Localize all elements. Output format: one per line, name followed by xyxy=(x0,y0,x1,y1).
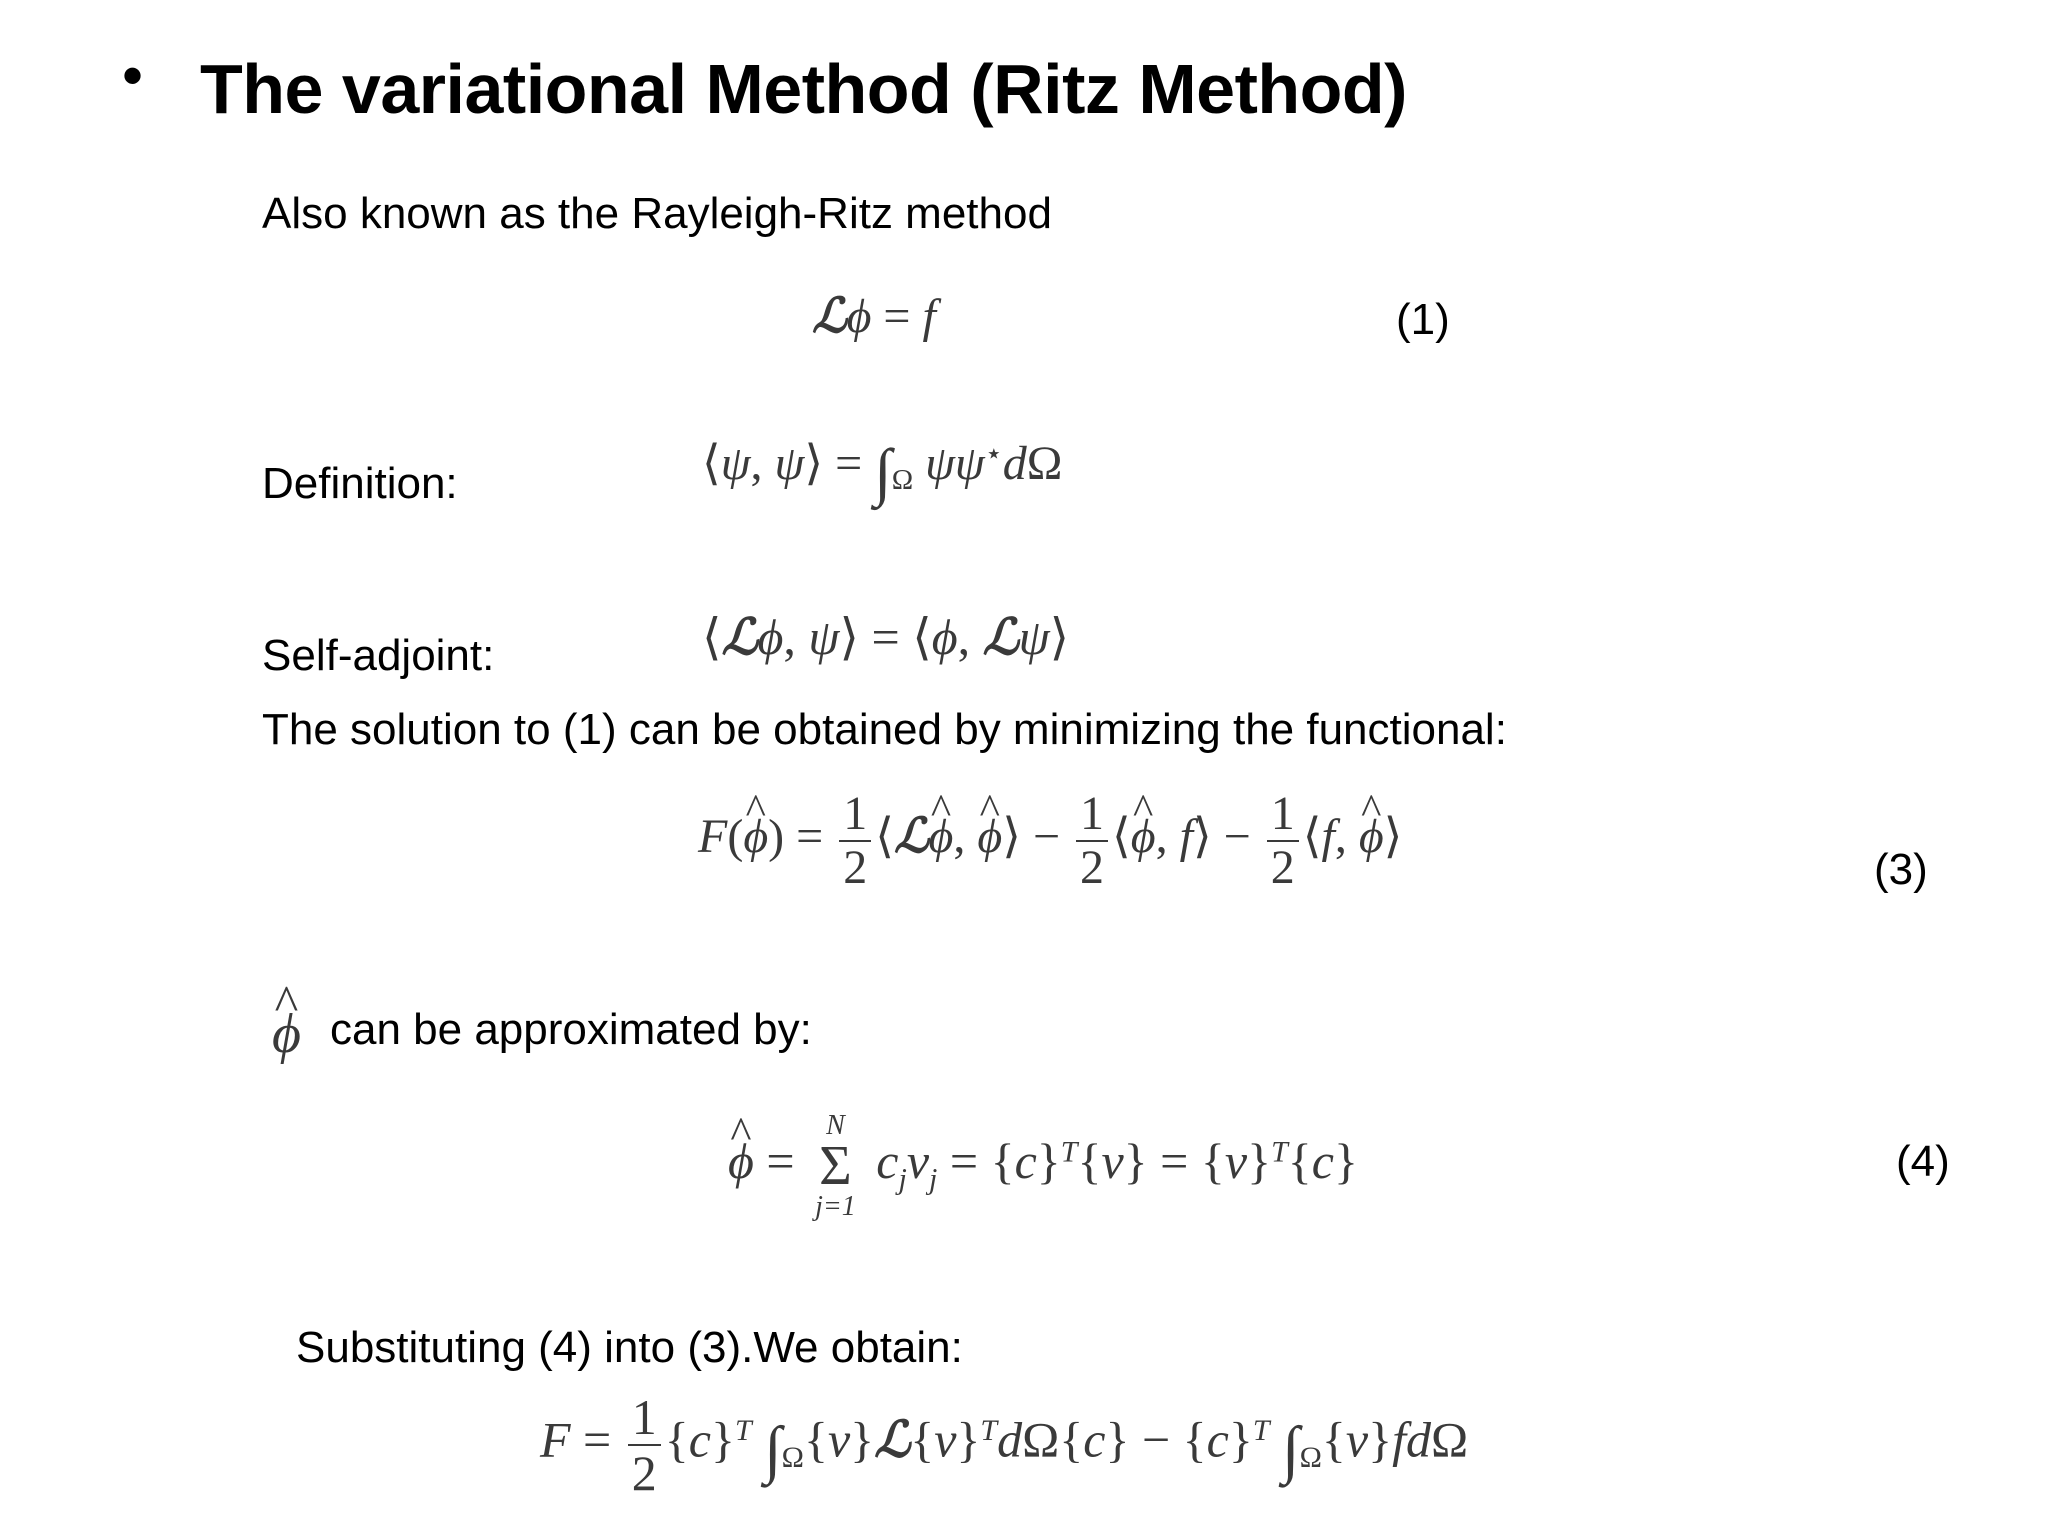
equation-1: ℒϕ = f xyxy=(812,288,936,344)
slide-title: The variational Method (Ritz Method) xyxy=(200,50,1407,128)
solution-text: The solution to (1) can be obtained by minimizing the functional: xyxy=(262,705,1507,754)
definition-label: Definition: xyxy=(262,459,458,508)
approx-text: can be approximated by: xyxy=(330,1005,812,1054)
equation-inner-product: ⟨ψ, ψ⟩ = $\int_\Omega$ ψψ⋆dΩ xyxy=(702,436,1063,507)
subtitle-text: Also known as the Rayleigh-Ritz method xyxy=(262,189,1052,238)
equation-final: F = $\frac{1}{2}$ $\{c\}^T$ $\int_\Omega\{v\}ℒ\{v\}^Td\Omega\{c\} - \{c\}^T$ $\int_\Omega\{v\}fd\Omega$ xyxy=(540,1389,1469,1501)
equation-self-adjoint: ⟨ℒϕ, ψ⟩ = ⟨ϕ, ℒψ⟩ xyxy=(702,607,1070,666)
equation-1-number: (1) xyxy=(1396,295,1450,344)
title-bullet: • xyxy=(122,42,144,109)
substituting-text: Substituting (4) into (3).We obtain: xyxy=(296,1323,963,1372)
equation-3-number: (3) xyxy=(1874,845,1928,894)
equation-4: ^ ϕ = N Σ j=1 $c_jv_j = \{c\}^T\{v\} = \{v\}^T\{c\}$ xyxy=(728,1112,1358,1221)
equation-4-number: (4) xyxy=(1896,1137,1950,1186)
self-adjoint-label: Self-adjoint: xyxy=(262,631,495,680)
equation-3: F(^ ϕ) = $\frac{1}{2}$ ⟨ℒ^ ϕ, ^ ϕ⟩ − $\frac{1}{2}$ ⟨^ ϕ, f⟩ − $\frac{1}{2}$ ⟨f, ^ ϕ⟩ xyxy=(698,790,1402,892)
phi-hat-symbol: ^ ϕ xyxy=(272,1006,301,1062)
